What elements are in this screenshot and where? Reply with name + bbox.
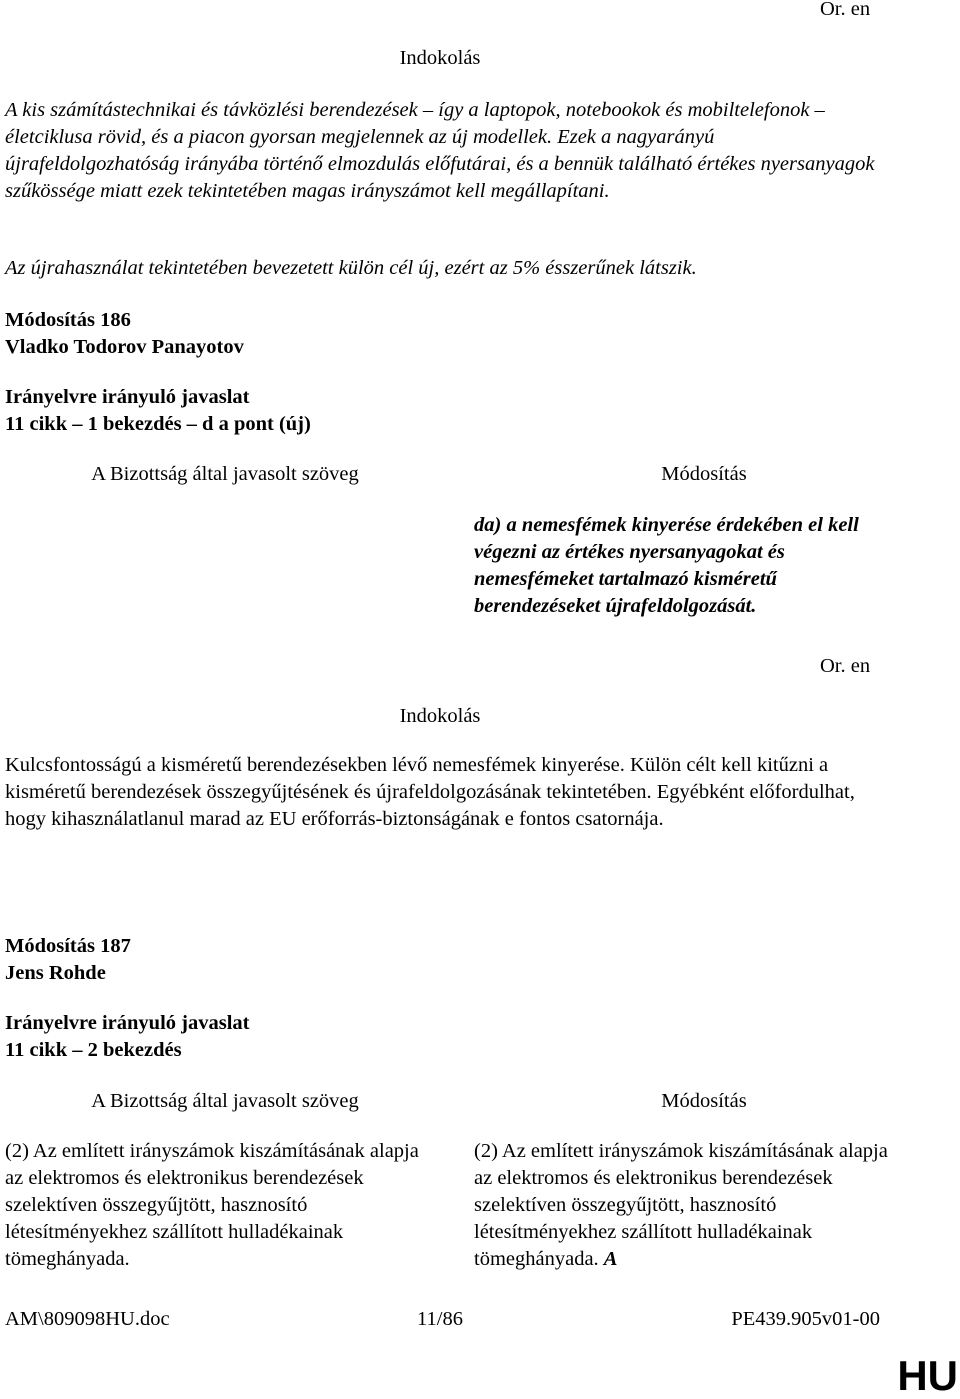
commission-text-header: A Bizottság által javasolt szöveg (91, 463, 359, 485)
amendment-text (474, 1138, 894, 1273)
justification-paragraph: A kis számítástechnikai és távközlési berendezések – így a laptopok, notebookok és mobiltelefonok – életciklusa rövid, és a piacon gyorsan megjelennek az új modellek. Ezek a nagyarányú újrafeldolgozhatóság irányába történő elmozdulás előfutárai, és a bennük található értékes nyersanyagok szűkössége miatt ezek tekintetében magas irányszámot kell megállapítani. (5, 99, 875, 202)
amendment-author: Vladko Todorov Panayotov (5, 336, 244, 358)
article-reference: 11 cikk – 1 bekezdés – d a pont (új) (5, 413, 311, 435)
amendment-text: da) a nemesfémek kinyerése érdekében el kell végezni az értékes nyersanyagokat és nemesfémeket tartalmazó kisméretű berendezéseket újrafeldolgozását. (474, 514, 859, 617)
justification-paragraph: Az újrahasználat tekintetében bevezetett külön cél új, ezért az 5% ésszerűnek látszik. (5, 257, 697, 279)
amendment-number: Módosítás 186 (5, 309, 131, 331)
footer-pe-reference: PE439.905v01-00 (731, 1308, 880, 1330)
amendment-column-header: Módosítás (661, 463, 747, 485)
justification-heading: Indokolás (399, 705, 481, 727)
amendment-text-added: A (603, 1248, 618, 1270)
commission-text: (2) Az említett irányszámok kiszámításának alapja az elektromos és elektronikus berendezések szelektíven összegyűjtött, hasznosító létesítményekhez szállított hulladékainak tömeghányada. (5, 1140, 419, 1270)
amendment-text-body: (2) Az említett irányszámok kiszámításának alapja az elektromos és elektronikus berendezések szelektíven összegyűjtött, hasznosító létesítményekhez szállított hulladékainak tömeghányada. (474, 1140, 888, 1270)
footer-doc-reference: AM\809098HU.doc (5, 1308, 170, 1330)
footer-page-number: 11/86 (417, 1308, 463, 1330)
justification-heading: Indokolás (399, 47, 481, 69)
proposal-title: Irányelvre irányuló javaslat (5, 1012, 250, 1034)
justification-paragraph: Kulcsfontosságú a kisméretű berendezésekben lévő nemesfémek kinyerése. Külön célt kell kitűzni a kisméretű berendezések összegyűjtésének és újrafeldolgozásának tekintetében. Egyébként előfordulhat, hogy kihasználatlanul marad az EU erőforrás-biztonságának e fontos csatornája. (5, 754, 855, 830)
amendment-number: Módosítás 187 (5, 935, 131, 957)
original-language-label: Or. en (820, 655, 871, 677)
original-language-label: Or. en (820, 0, 871, 20)
amendment-column-header: Módosítás (661, 1090, 747, 1112)
article-reference: 11 cikk – 2 bekezdés (5, 1039, 182, 1061)
amendment-author: Jens Rohde (5, 962, 106, 984)
commission-text-header: A Bizottság által javasolt szöveg (91, 1090, 359, 1112)
proposal-title: Irányelvre irányuló javaslat (5, 386, 250, 408)
footer-language-code: HU (897, 1352, 958, 1399)
